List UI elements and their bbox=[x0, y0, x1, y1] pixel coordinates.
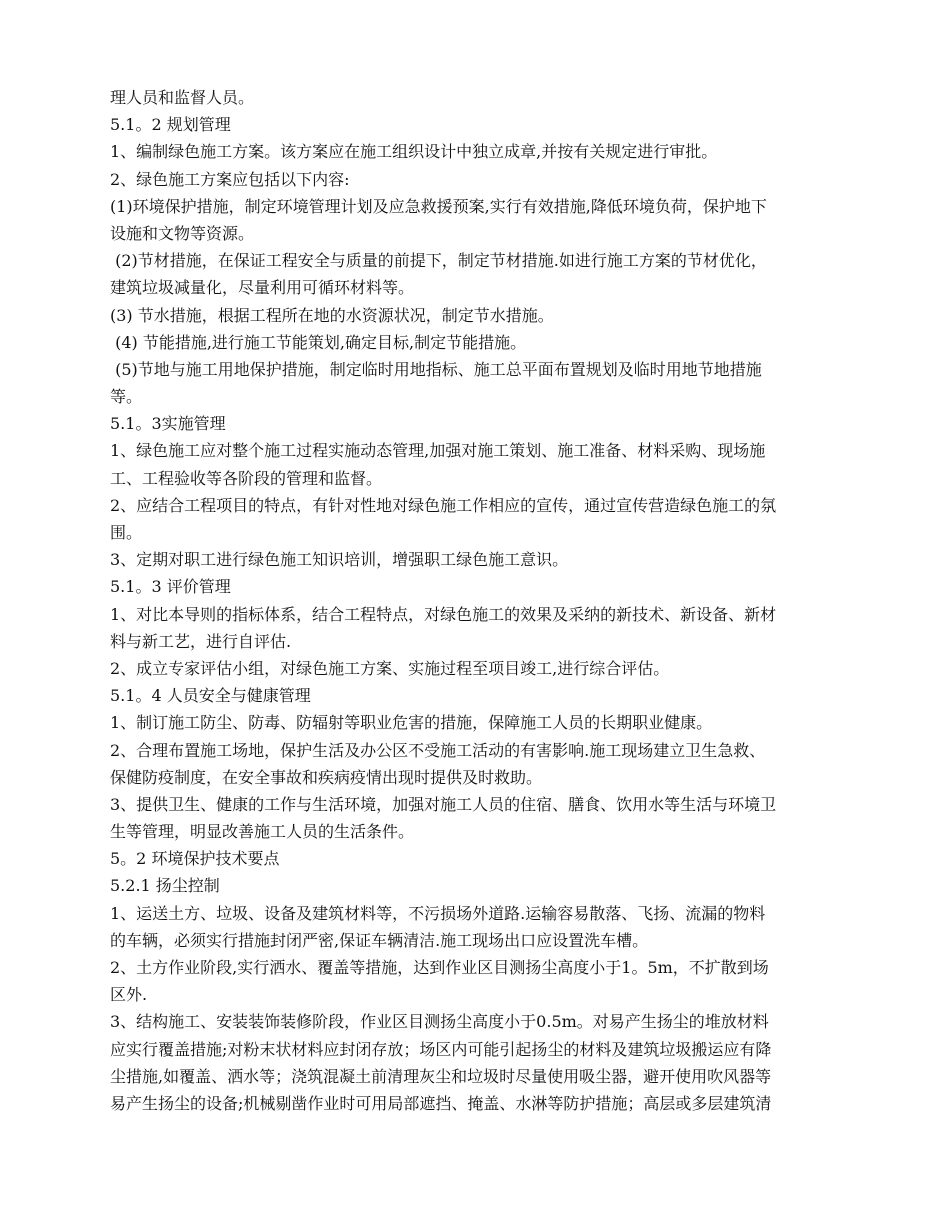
text-line: 应实行覆盖措施;对粉末状材料应封闭存放；场区内可能引起扬尘的材料及建筑垃圾搬运应有降 bbox=[110, 1039, 772, 1059]
text-line: 5.1。3 评价管理 bbox=[110, 577, 231, 597]
text-line: 1、制订施工防尘、防毒、防辐射等职业危害的措施，保障施工人员的长期职业健康。 bbox=[110, 713, 713, 733]
text-line: (5)节地与施工用地保护措施，制定临时用地指标、施工总平面布置规划及临时用地节地措施 bbox=[110, 359, 762, 379]
text-line: 5.1。2 规划管理 bbox=[110, 115, 231, 135]
text-line: 生等管理，明显改善施工人员的生活条件。 bbox=[110, 822, 415, 842]
text-line: 等。 bbox=[110, 387, 143, 407]
text-line: 的车辆，必须实行措施封闭严密,保证车辆清洁.施工现场出口应设置洗车槽。 bbox=[110, 930, 649, 950]
text-line: 区外. bbox=[110, 985, 148, 1005]
text-line: 保健防疫制度，在安全事故和疾病疫情出现时提供及时救助。 bbox=[110, 767, 543, 787]
text-line: 2、合理布置施工场地，保护生活及办公区不受施工活动的有害影响.施工现场建立卫生急救、 bbox=[110, 740, 766, 760]
text-line: 料与新工艺，进行自评估. bbox=[110, 631, 292, 651]
text-line: 设施和文物等资源。 bbox=[110, 223, 255, 243]
text-line: 2、应结合工程项目的特点，有针对性地对绿色施工作相应的宣传，通过宣传营造绿色施工的氛 bbox=[110, 495, 777, 515]
text-line: 建筑垃圾减量化，尽量利用可循环材料等。 bbox=[110, 278, 415, 298]
text-line: 2、土方作业阶段,实行洒水、覆盖等措施，达到作业区目测扬尘高度小于1。5m，不扩散到场 bbox=[110, 958, 769, 977]
text-line: 2、绿色施工方案应包括以下内容: bbox=[110, 169, 350, 189]
text-line: 5.1。3实施管理 bbox=[110, 414, 226, 434]
text-line: 5.2.1 扬尘控制 bbox=[110, 876, 220, 896]
text-line: (4) 节能措施,进行施工节能策划,确定目标,制定节能措施。 bbox=[110, 332, 527, 352]
text-line: 工、工程验收等各阶段的管理和监督。 bbox=[110, 468, 383, 488]
document-page bbox=[110, 84, 890, 1117]
text-line: 1、对比本导则的指标体系，结合工程特点，对绿色施工的效果及采纳的新技术、新设备、新材 bbox=[110, 604, 777, 624]
text-line: 1、编制绿色施工方案。该方案应在施工组织设计中独立成章,并按有关规定进行审批。 bbox=[110, 142, 718, 162]
text-line: 3、结构施工、安装装饰装修阶段，作业区目测扬尘高度小于0.5m。对易产生扬尘的堆放材料 bbox=[110, 1012, 769, 1032]
text-line: 易产生扬尘的设备;机械剔凿作业时可用局部遮挡、掩盖、水淋等防护措施；高层或多层建筑清 bbox=[110, 1093, 772, 1113]
text-line: (2)节材措施，在保证工程安全与质量的前提下，制定节材措施.如进行施工方案的节材优化， bbox=[110, 251, 767, 271]
text-line: (1)环境保护措施，制定环境管理计划及应急救援预案,实行有效措施,降低环境负荷，保护地下 bbox=[110, 196, 767, 216]
text-line: 5.1。4 人员安全与健康管理 bbox=[110, 686, 311, 706]
text-line: 1、绿色施工应对整个施工过程实施动态管理,加强对施工策划、施工准备、材料采购、现场施 bbox=[110, 441, 766, 461]
text-line: 1、运送土方、垃圾、设备及建筑材料等，不污损场外道路.运输容易散落、飞扬、流漏的物料 bbox=[110, 903, 766, 923]
text-line: 尘措施,如覆盖、洒水等；浇筑混凝土前清理灰尘和垃圾时尽量使用吸尘器，避开使用吹风器等 bbox=[110, 1066, 772, 1086]
text-line: 理人员和监督人员。 bbox=[110, 88, 255, 107]
text-line: 3、提供卫生、健康的工作与生活环境，加强对施工人员的住宿、膳食、饮用水等生活与环境卫 bbox=[110, 794, 777, 814]
text-line: 围。 bbox=[110, 523, 143, 542]
text-line: 3、定期对职工进行绿色施工知识培训，增强职工绿色施工意识。 bbox=[110, 550, 569, 570]
text-line: 2、成立专家评估小组，对绿色施工方案、实施过程至项目竣工,进行综合评估。 bbox=[110, 658, 670, 678]
text-line: 5。2 环境保护技术要点 bbox=[110, 849, 280, 869]
text-line: (3) 节水措施，根据工程所在地的水资源状况，制定节水措施。 bbox=[110, 305, 554, 325]
